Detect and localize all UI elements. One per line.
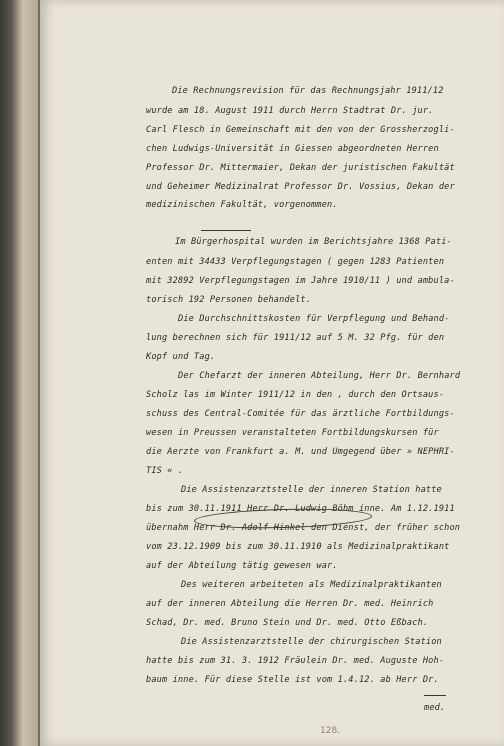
text-line: medizinischen Fakultät, vorgenommen.	[146, 200, 338, 210]
text-line: Scholz las im Winter 1911/12 in den , durch den Ortsaus-	[146, 390, 445, 400]
text-line: torisch 192 Personen behandelt.	[146, 295, 312, 305]
text-line: enten mit 34433 Verpflegungstagen ( gegen 1283 Patienten	[146, 257, 445, 267]
section-divider	[201, 230, 251, 231]
text-line: vom 23.12.1909 bis zum 30.11.1910 als Medizinalpraktikant	[146, 542, 450, 552]
text-line: bis zum 30.11.1911 Herr Dr. Ludwig Böhm inne. Am 1.12.1911	[146, 504, 455, 514]
text-line: schuss des Central-Comitée für das ärztliche Fortbildungs-	[146, 409, 455, 419]
text-line: wurde am 18. August 1911 durch Herrn Stadtrat Dr. jur.	[146, 106, 434, 116]
page-number: 128.	[320, 726, 341, 736]
text-line: Des weiteren arbeiteten als Medizinalpraktikanten	[181, 580, 442, 590]
text-line: die Aerzte von Frankfurt a. M. und Umgegend über » NEPHRI-	[146, 447, 455, 457]
text-line: lung berechnen sich für 1911/12 auf 5 M. 32 Pfg. für den	[146, 333, 445, 343]
text-line: mit 32892 Verpflegungstagen im Jahre 1910/11 ) und ambula-	[146, 276, 455, 286]
text-line: baum inne. Für diese Stelle ist vom 1.4.12. ab Herr Dr.	[146, 675, 439, 685]
text-line: Die Durchschnittskosten für Verpflegung und Behand-	[178, 314, 450, 324]
text-line: Kopf und Tag.	[146, 352, 216, 362]
adjacent-page-edge	[0, 0, 38, 746]
text-line: Die Rechnungsrevision für das Rechnungsjahr 1911/12	[172, 86, 444, 96]
text-line: Professor Dr. Mittermaier, Dekan der juristischen Fakultät	[146, 163, 455, 173]
text-line: Die Assistenzarztstelle der chirurgischen Station	[181, 637, 442, 647]
text-line: Schad, Dr. med. Bruno Stein und Dr. med. Otto Eßbach.	[146, 618, 429, 628]
text-line: Der Chefarzt der inneren Abteilung, Herr Dr. Bernhard	[178, 371, 461, 381]
text-line: auf der Abteilung tätig gewesen war.	[146, 561, 338, 571]
text-line: TIS « .	[146, 466, 184, 476]
catchword-underline	[424, 695, 446, 696]
text-line: Carl Flesch in Gemeinschaft mit den von der Grossherzogli-	[146, 125, 455, 135]
text-line: übernahm Herr Dr. Adolf Hinkel den Dienst, der früher schon	[146, 523, 461, 533]
text-line: Die Assistenzarztstelle der inneren Station hatte	[181, 485, 442, 495]
text-line: und Geheimer Medizinalrat Professor Dr. Vossius, Dekan der	[146, 182, 455, 192]
text-line: Im Bürgerhospital wurden im Berichtsjahre 1368 Pati-	[175, 237, 452, 247]
text-line: hatte bis zum 31. 3. 1912 Fräulein Dr. med. Auguste Hoh-	[146, 656, 445, 666]
text-line: chen Ludwigs-Universität in Giessen abgeordneten Herren	[146, 144, 439, 154]
text-line: wesen in Preussen veranstalteten Fortbildungskursen für	[146, 428, 439, 438]
text-line: med.	[424, 703, 446, 713]
text-line: auf der inneren Abteilung die Herren Dr. med. Heinrich	[146, 599, 434, 609]
